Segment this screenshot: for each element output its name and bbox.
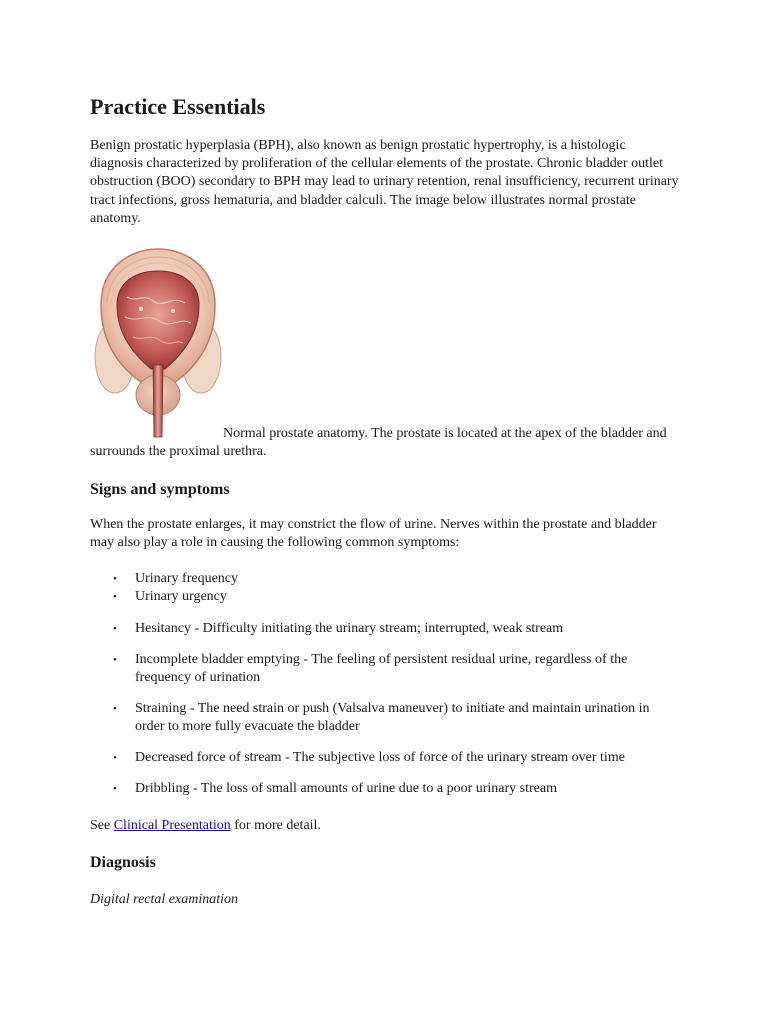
bullet: • — [113, 653, 117, 666]
prostate-anatomy-illustration — [93, 245, 223, 440]
bullet: • — [113, 782, 117, 795]
bullet: • — [113, 573, 117, 585]
list-item-text: Urinary urgency — [135, 589, 227, 605]
list-item — [90, 749, 690, 767]
list-item — [90, 620, 690, 638]
list-item-text: Straining - The need strain or push (Valsalva maneuver) to initiate and maintain urination in order to more fully evacuate the bladder — [135, 700, 650, 735]
see-more-prefix: See — [90, 818, 114, 833]
bullet: • — [113, 752, 117, 765]
clinical-presentation-link[interactable]: Clinical Presentation — [113, 818, 231, 833]
page-title: Practice Essentials — [90, 94, 266, 119]
list-item-text: Decreased force of stream - The subjective loss of force of the urinary stream over time — [135, 750, 625, 766]
list-item-text: Incomplete bladder emptying - The feeling of persistent residual urine, regardless of the frequency of urination — [135, 651, 628, 686]
intro-paragraph: Benign prostatic hyperplasia (BPH), also known as benign prostatic hypertrophy, is a histologic diagnosis characterized by proliferation of the cellular elements of the prostate. Chronic bladder outlet obstruction (BOO) secondary to BPH may lead to urinary retention, renal insufficiency, recurrent urinary tract infections, gross hematuria, and bladder calculi. The image below illustrates normal prostate anatomy. — [90, 138, 679, 226]
symptoms-intro-paragraph: When the prostate enlarges, it may constrict the flow of urine. Nerves within the prostate and bladder may also play a role in causing the following common symptoms: — [90, 517, 657, 551]
list-item-text: Dribbling - The loss of small amounts of urine due to a poor urinary stream — [135, 780, 557, 796]
list-item — [90, 588, 690, 606]
figure-caption: Normal prostate anatomy. The prostate is located at the apex of the bladder and surrounds the proximal urethra. — [90, 426, 667, 460]
list-item — [90, 700, 690, 736]
digital-rectal-exam-subheading: Digital rectal examination — [90, 892, 239, 907]
symptom-list-detailed — [90, 620, 690, 811]
see-more-suffix: for more detail. — [230, 818, 321, 833]
signs-symptoms-heading: Signs and symptoms — [90, 481, 230, 498]
bullet: • — [113, 623, 117, 635]
list-item — [90, 780, 690, 798]
bullet: • — [113, 591, 117, 604]
symptom-list-compact — [90, 570, 690, 606]
list-item-text: Urinary frequency — [135, 571, 239, 586]
see-more-line — [90, 817, 321, 835]
bullet: • — [113, 702, 117, 715]
list-item-text: Hesitancy - Difficulty initiating the urinary stream; interrupted, weak stream — [135, 621, 564, 636]
list-item — [90, 570, 690, 588]
list-item — [90, 651, 690, 687]
diagnosis-heading: Diagnosis — [90, 854, 156, 871]
